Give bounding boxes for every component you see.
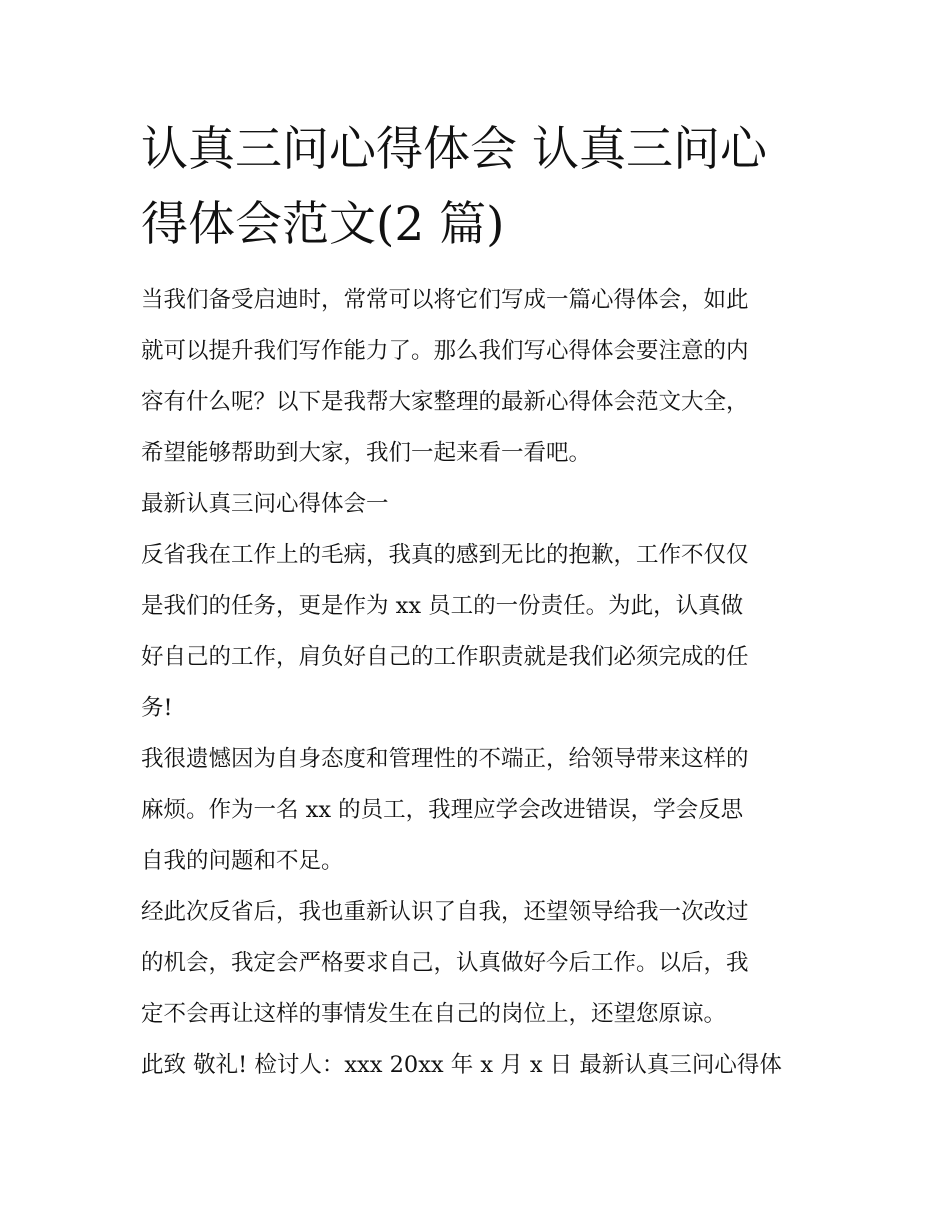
section-heading: 最新认真三问心得体会一: [141, 491, 389, 517]
body-paragraph-line: 自我的问题和不足。: [141, 848, 344, 874]
document-title: [141, 112, 821, 262]
body-paragraph-line: 定不会再让这样的事情发生在自己的岗位上，还望您原谅。: [141, 1001, 727, 1027]
title-line: 认真三问心得体会 认真三问心: [141, 122, 767, 177]
intro-paragraph-line: 容有什么呢？以下是我帮大家整理的最新心得体会范文大全，: [141, 389, 749, 415]
body-paragraph-line: 的机会，我定会严格要求自己，认真做好今后工作。以后，我: [141, 950, 749, 976]
body-paragraph-line: 务!: [141, 695, 173, 721]
body-paragraph-line: 麻烦。作为一名 xx 的员工，我理应学会改进错误，学会反思: [141, 797, 744, 823]
body-paragraph-line: 我很遗憾因为自身态度和管理性的不端正，给领导带来这样的: [141, 746, 749, 772]
body-paragraph-line: 经此次反省后，我也重新认识了自我，还望领导给我一次改过: [141, 899, 749, 925]
body-paragraph-line: 反省我在工作上的毛病，我真的感到无比的抱歉，工作不仅仅: [141, 542, 749, 568]
body-paragraph-line: 好自己的工作，肩负好自己的工作职责就是我们必须完成的任: [141, 644, 749, 670]
intro-paragraph-line: 就可以提升我们写作能力了。那么我们写心得体会要注意的内: [141, 338, 749, 364]
title-line: 得体会范文(2 篇): [141, 197, 505, 252]
document-body: [141, 275, 821, 1091]
closing-line: 此致 敬礼! 检讨人：xxx 20xx 年 x 月 x 日 最新认真三问心得体: [141, 1052, 782, 1078]
intro-paragraph-line: 希望能够帮助到大家，我们一起来看一看吧。: [141, 440, 592, 466]
body-paragraph-line: 是我们的任务，更是作为 xx 员工的一份责任。为此，认真做: [141, 593, 744, 619]
intro-paragraph-line: 当我们备受启迪时，常常可以将它们写成一篇心得体会，如此: [141, 287, 749, 313]
